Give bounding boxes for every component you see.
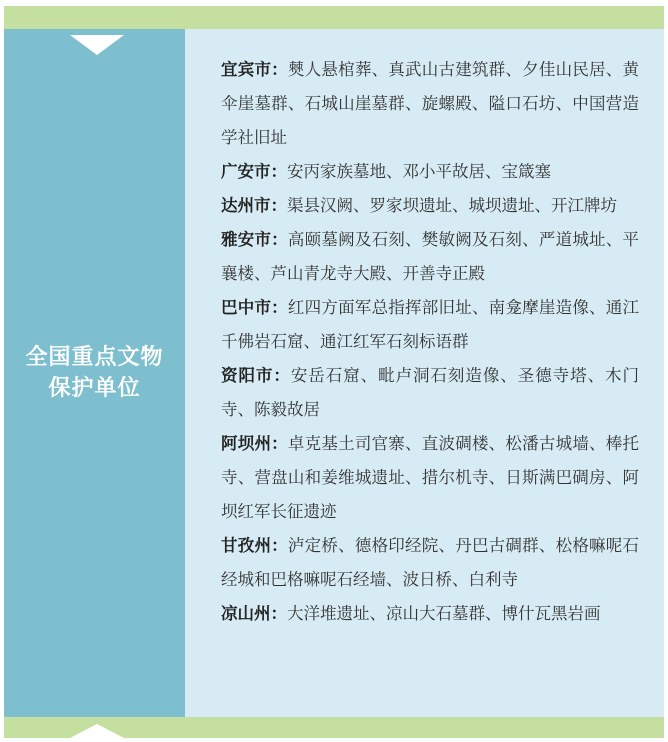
- site-names: 安岳石窟、毗卢洞石刻造像、圣德寺塔、木门寺、陈毅故居: [221, 366, 640, 419]
- list-item-guangan: [221, 155, 639, 189]
- triangle-down-icon: [70, 35, 124, 55]
- category-title: [4, 342, 185, 404]
- city-name: 甘孜州：: [221, 536, 288, 555]
- city-name: 宜宾市：: [221, 60, 288, 79]
- site-names: 安丙家族墓地、邓小平故居、宝箴塞: [287, 162, 551, 181]
- list-item-ganzi: [221, 529, 639, 597]
- city-name: 广安市：: [221, 162, 287, 181]
- category-title-line2: 保护单位: [48, 375, 141, 401]
- list-item-dazhou: [221, 189, 639, 223]
- city-name: 资阳市：: [221, 366, 291, 385]
- site-names: 泸定桥、德格印经院、丹巴古碉群、松格嘛呢石经城和巴格嘛呢石经墙、波日桥、白利寺: [221, 536, 640, 589]
- category-title-line1: 全国重点文物: [25, 344, 164, 370]
- top-band: [4, 6, 664, 29]
- list-item-yibin: [221, 53, 639, 155]
- site-names: 卓克基土司官寨、直波碉楼、松潘古城墙、棒托寺、营盘山和姜维城遗址、措尔机寺、日斯满巴碉房、阿坝红军长征遗迹: [221, 434, 640, 521]
- city-name: 达州市：: [221, 196, 287, 215]
- city-name: 巴中市：: [221, 298, 288, 317]
- site-names: 高颐墓阙及石刻、樊敏阙及石刻、严道城址、平襄楼、芦山青龙寺大殿、开善寺正殿: [221, 230, 640, 283]
- site-names: 红四方面军总指挥部旧址、南龛摩崖造像、通江千佛岩石窟、通江红军石刻标语群: [221, 298, 640, 351]
- site-list: [221, 53, 639, 631]
- city-name: 雅安市：: [221, 230, 288, 249]
- list-item-bazhong: [221, 291, 639, 359]
- site-names: 大洋堆遗址、凉山大石墓群、博什瓦黑岩画: [287, 604, 601, 623]
- list-item-ziyang: [221, 359, 639, 427]
- triangle-up-icon: [70, 724, 124, 738]
- list-item-yaan: [221, 223, 639, 291]
- city-name: 阿坝州：: [221, 434, 288, 453]
- list-item-liangshan: [221, 597, 639, 631]
- site-names: 渠县汉阙、罗家坝遗址、城坝遗址、开江牌坊: [287, 196, 617, 215]
- site-names: 僰人悬棺葬、真武山古建筑群、夕佳山民居、黄伞崖墓群、石城山崖墓群、旋螺殿、隘口石坊、中国营造学社旧址: [221, 60, 640, 147]
- city-name: 凉山州：: [221, 604, 287, 623]
- list-item-aba: [221, 427, 639, 529]
